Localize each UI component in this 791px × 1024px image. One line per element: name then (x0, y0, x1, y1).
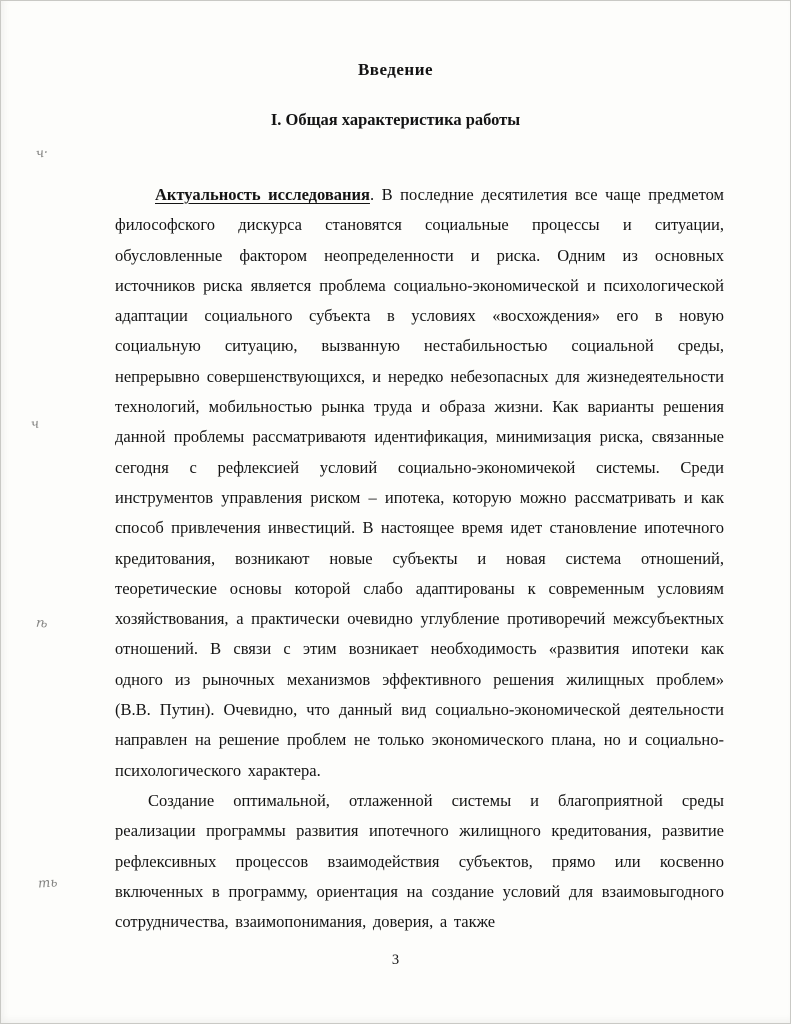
handwritten-margin-mark: ч· (35, 145, 50, 162)
handwritten-margin-mark: ч (29, 416, 41, 433)
paragraph-1-lead: Актуальность исследования (155, 185, 370, 204)
page-title: Введение (357, 60, 434, 79)
handwritten-margin-mark: ѣ (35, 615, 48, 632)
handwritten-margin-mark: ть (37, 875, 58, 892)
section-heading: I. Общая характеристика работы (270, 110, 521, 129)
paragraph-2 (115, 786, 724, 937)
page-number: 3 (391, 952, 400, 968)
paragraph-1-text: . В последние десятилетия все чаще предметом философского дискурса становятся социальные процессы и ситуации, обусловленные фактором неопределенности и риска. Одним из основных источников риска является проблема социально-экономической и психологической адаптации социального субъекта в условиях «восхождения» его в новую социальную ситуацию, вызванную нестабильностью социальной среды, непрерывно совершенствующихся, и нередко небезопасных для жизнедеятельности технологий, мобильностью рынка труда и образа жизни. Как варианты решения данной проблемы рассматриваютя идентификация, минимизация риска, связанные сегодня с рефлексией условий социально-экономичекой системы. Среди инструментов управления риском – ипотека, которую можно рассматривать и как способ привлечения инвестиций. В настоящее время идет становление ипотечного кредитования, возникают новые субъекты и новая система отношений, теоретические основы которой слабо адаптированы к современным условиям хозяйствования, а практически очевидно углубление противоречий межсубъектных отношений. В связи с этим возникает необходимость «развития ипотеки как одного из рыночных механизмов эффективного решения жилищных проблем» (В.В. Путин). Очевидно, что данный вид социально-экономической деятельности направлен на решение проблем не только экономического плана, но и социально-психологического характера. (115, 185, 724, 780)
paragraph-2-text: Создание оптимальной, отлаженной системы и благоприятной среды реализации программы развития ипотечного жилищного кредитования, развитие рефлексивных процессов взаимодействия субъектов, прямо или косвенно включенных в программу, ориентация на создание условий для взаимовыгодного сотрудничества, взаимопонимания, доверия, а также (115, 790, 724, 932)
paragraph-1 (115, 180, 724, 786)
body-text (115, 180, 724, 937)
